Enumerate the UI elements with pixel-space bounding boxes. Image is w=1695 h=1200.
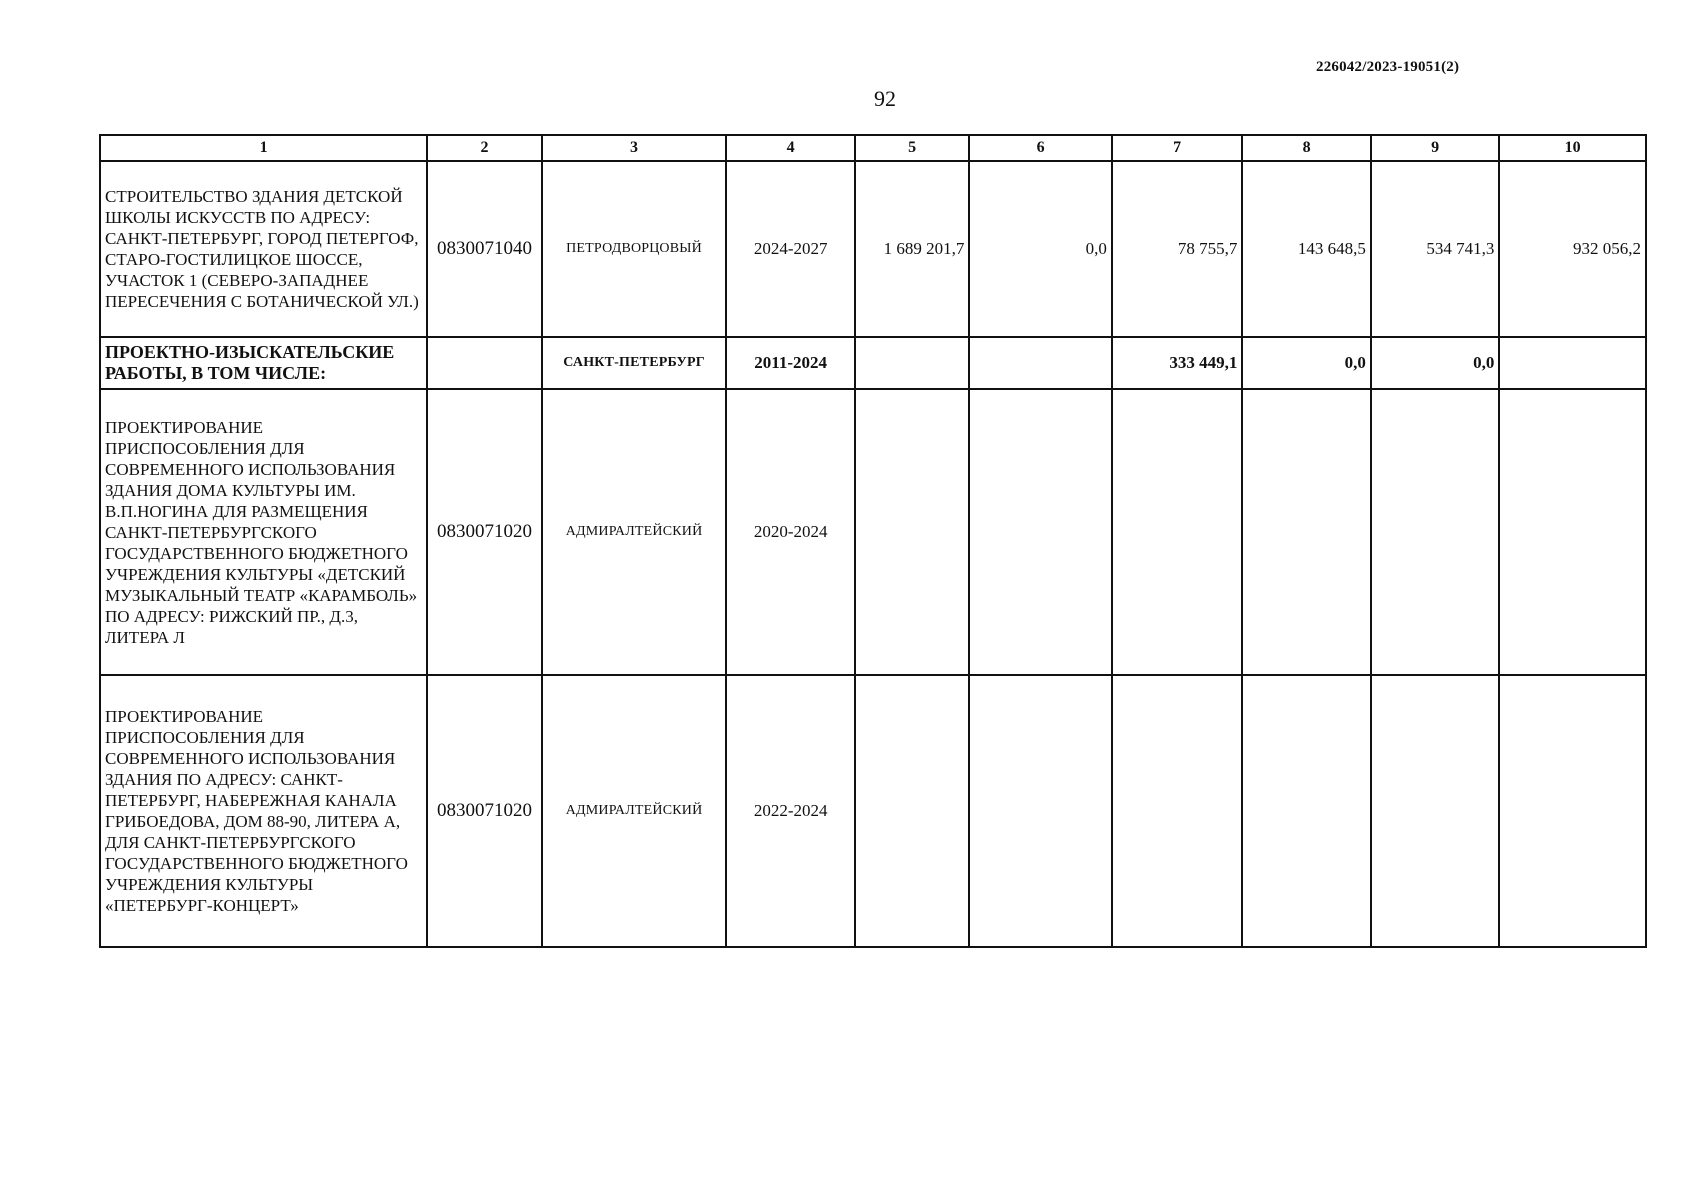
value-col9 (1371, 675, 1499, 947)
value-col7: 78 755,7 (1112, 161, 1243, 337)
value-col7: 333 449,1 (1112, 337, 1243, 389)
column-header: 3 (542, 135, 727, 161)
value-col8: 143 648,5 (1242, 161, 1370, 337)
value-col9: 534 741,3 (1371, 161, 1499, 337)
value-col8: 0,0 (1242, 337, 1370, 389)
column-header: 5 (855, 135, 969, 161)
budget-code: 0830071020 (427, 389, 541, 675)
column-header: 9 (1371, 135, 1499, 161)
value-col6: 0,0 (969, 161, 1112, 337)
years: 2011-2024 (726, 337, 854, 389)
object-name: СТРОИТЕЛЬСТВО ЗДАНИЯ ДЕТСКОЙ ШКОЛЫ ИСКУССТВ ПО АДРЕСУ: САНКТ-ПЕТЕРБУРГ, ГОРОД ПЕТЕРГОФ, СТАРО-ГОСТИЛИЦКОЕ ШОССЕ, УЧАСТОК 1 (СЕВЕРО-ЗАПАДНЕЕ ПЕРЕСЕЧЕНИЯ С БОТАНИЧЕСКОЙ УЛ.) (100, 161, 427, 337)
value-col5 (855, 389, 969, 675)
header-row (100, 135, 1646, 161)
column-header: 10 (1499, 135, 1646, 161)
value-col7 (1112, 389, 1243, 675)
value-col10 (1499, 389, 1646, 675)
value-col9: 0,0 (1371, 337, 1499, 389)
object-name: ПРОЕКТИРОВАНИЕ ПРИСПОСОБЛЕНИЯ ДЛЯ СОВРЕМЕННОГО ИСПОЛЬЗОВАНИЯ ЗДАНИЯ ПО АДРЕСУ: САНКТ-ПЕТЕРБУРГ, НАБЕРЕЖНАЯ КАНАЛА ГРИБОЕДОВА, ДОМ 88-90, ЛИТЕРА А, ДЛЯ САНКТ-ПЕТЕРБУРГСКОГО ГОСУДАРСТВЕННОГО БЮДЖЕТНОГО УЧРЕЖДЕНИЯ КУЛЬТУРЫ «ПЕТЕРБУРГ-КОНЦЕРТ» (100, 675, 427, 947)
column-header: 1 (100, 135, 427, 161)
value-col6 (969, 337, 1112, 389)
column-header: 8 (1242, 135, 1370, 161)
object-name: ПРОЕКТИРОВАНИЕ ПРИСПОСОБЛЕНИЯ ДЛЯ СОВРЕМЕННОГО ИСПОЛЬЗОВАНИЯ ЗДАНИЯ ДОМА КУЛЬТУРЫ ИМ. В.П.НОГИНА ДЛЯ РАЗМЕЩЕНИЯ САНКТ-ПЕТЕРБУРГСКОГО ГОСУДАРСТВЕННОГО БЮДЖЕТНОГО УЧРЕЖДЕНИЯ КУЛЬТУРЫ «ДЕТСКИЙ МУЗЫКАЛЬНЫЙ ТЕАТР «КАРАМБОЛЬ» ПО АДРЕСУ: РИЖСКИЙ ПР., Д.3, ЛИТЕРА Л (100, 389, 427, 675)
years: 2020-2024 (726, 389, 854, 675)
value-col8 (1242, 675, 1370, 947)
table-row (100, 161, 1646, 337)
value-col5: 1 689 201,7 (855, 161, 969, 337)
table-row (100, 389, 1646, 675)
district: АДМИРАЛТЕЙСКИЙ (542, 675, 727, 947)
object-name: ПРОЕКТНО-ИЗЫСКАТЕЛЬСКИЕ РАБОТЫ, В ТОМ ЧИСЛЕ: (100, 337, 427, 389)
document-number: 226042/2023-19051(2) (1316, 59, 1460, 75)
value-col9 (1371, 389, 1499, 675)
table-row (100, 675, 1646, 947)
value-col8 (1242, 389, 1370, 675)
column-header: 2 (427, 135, 541, 161)
value-col6 (969, 675, 1112, 947)
value-col10 (1499, 675, 1646, 947)
page-number: 92 (874, 86, 896, 111)
column-header: 4 (726, 135, 854, 161)
table-row (100, 337, 1646, 389)
budget-code: 0830071040 (427, 161, 541, 337)
district: САНКТ-ПЕТЕРБУРГ (542, 337, 727, 389)
value-col5 (855, 675, 969, 947)
district: ПЕТРОДВОРЦОВЫЙ (542, 161, 727, 337)
column-header: 6 (969, 135, 1112, 161)
value-col5 (855, 337, 969, 389)
value-col10 (1499, 337, 1646, 389)
value-col10: 932 056,2 (1499, 161, 1646, 337)
district: АДМИРАЛТЕЙСКИЙ (542, 389, 727, 675)
years: 2022-2024 (726, 675, 854, 947)
budget-code (427, 337, 541, 389)
years: 2024-2027 (726, 161, 854, 337)
budget-code: 0830071020 (427, 675, 541, 947)
value-col6 (969, 389, 1112, 675)
column-header: 7 (1112, 135, 1243, 161)
budget-table (99, 134, 1647, 948)
value-col7 (1112, 675, 1243, 947)
